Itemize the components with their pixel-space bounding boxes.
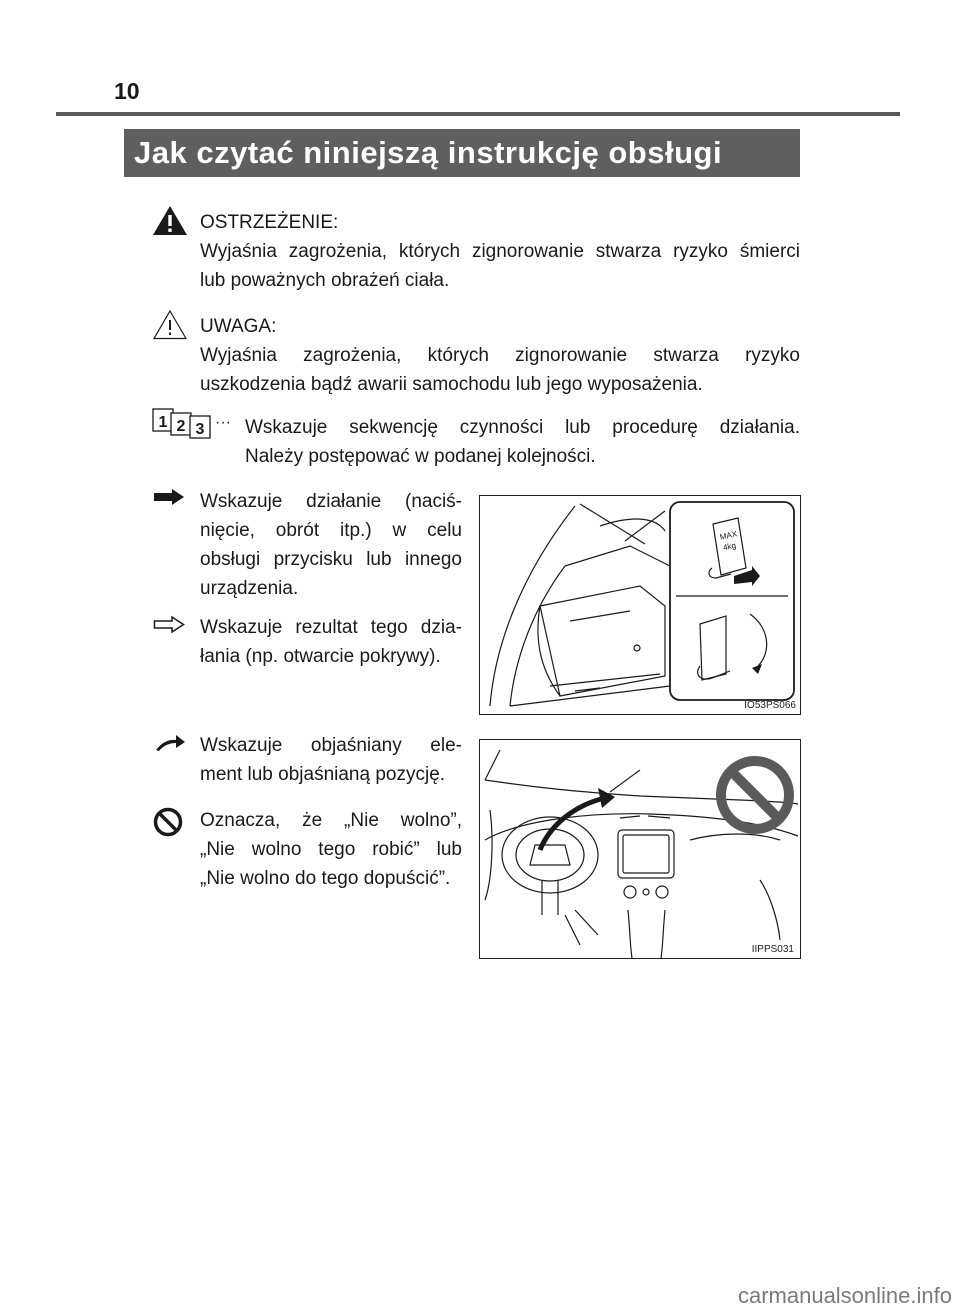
sequence-line-2: Należy postępować w podanej kolejności. bbox=[245, 446, 596, 467]
caution-block bbox=[200, 312, 800, 399]
figure-code: IO53PS066 bbox=[744, 700, 796, 711]
result-block bbox=[200, 613, 462, 671]
trunk-illustration bbox=[480, 496, 800, 714]
warning-line-1: Wyjaśnia zagrożenia, których zignorowanie stwarza ryzyko śmierci bbox=[200, 241, 800, 262]
filled-arrow-icon bbox=[153, 488, 185, 506]
pointer-line-2: ment lub objaśnianą pozycję. bbox=[200, 764, 446, 785]
step-sequence-icon bbox=[152, 407, 236, 439]
prohibited-line-2: „Nie wolno tego robić” lub bbox=[200, 839, 462, 860]
warning-heading: OSTRZEŻENIE: bbox=[200, 212, 339, 233]
warning-block bbox=[200, 208, 800, 295]
max-label: MAX bbox=[719, 529, 738, 542]
action-line-1: Wskazuje działanie (naciś- bbox=[200, 491, 462, 512]
sequence-block bbox=[245, 413, 800, 471]
step-label-1: 1 bbox=[158, 414, 168, 431]
warning-triangle-outline-icon bbox=[152, 309, 188, 340]
weight-label: 4kg bbox=[722, 540, 737, 553]
action-block bbox=[200, 487, 462, 603]
caution-line-2: uszkodzenia bądź awarii samochodu lub jego wyposażenia. bbox=[200, 374, 703, 395]
pointer-block bbox=[200, 731, 462, 789]
sequence-line-1: Wskazuje sekwencję czynności lub procedurę działania. bbox=[245, 417, 800, 438]
header-rule bbox=[56, 112, 900, 116]
outline-arrow-icon bbox=[153, 615, 185, 634]
page-title: Jak czytać niniejszą instrukcję obsługi bbox=[124, 129, 800, 177]
prohibited-line-3: „Nie wolno do tego dopuścić”. bbox=[200, 868, 451, 889]
prohibited-block bbox=[200, 806, 462, 893]
warning-line-2: lub poważnych obrażeń ciała. bbox=[200, 270, 450, 291]
result-line-2: łania (np. otwarcie pokrywy). bbox=[200, 646, 441, 667]
dashboard-figure bbox=[479, 739, 801, 959]
pointer-line-1: Wskazuje objaśniany ele- bbox=[200, 735, 462, 756]
page-number: 10 bbox=[114, 78, 140, 104]
dashboard-illustration bbox=[480, 740, 800, 958]
action-line-3: obsługi przycisku lub innego bbox=[200, 549, 462, 570]
result-line-1: Wskazuje rezultat tego dzia- bbox=[200, 617, 462, 638]
trunk-figure bbox=[479, 495, 801, 715]
curved-pointer-arrow-icon bbox=[154, 732, 186, 752]
step-label-3: 3 bbox=[195, 421, 205, 438]
step-label-2: 2 bbox=[176, 418, 186, 435]
sequence-dots: ··· bbox=[215, 414, 231, 431]
figure-code: IIPPS031 bbox=[751, 944, 794, 955]
caution-heading: UWAGA: bbox=[200, 316, 277, 337]
prohibited-line-1: Oznacza, że „Nie wolno”, bbox=[200, 810, 462, 831]
watermark: carmanualsonline.info bbox=[737, 1283, 952, 1308]
prohibited-icon bbox=[153, 807, 183, 837]
caution-line-1: Wyjaśnia zagrożenia, których zignorowanie stwarza ryzyko bbox=[200, 345, 800, 366]
warning-triangle-filled-icon bbox=[152, 205, 188, 236]
action-line-2: nięcie, obrót itp.) w celu bbox=[200, 520, 462, 541]
action-line-4: urządzenia. bbox=[200, 578, 299, 599]
